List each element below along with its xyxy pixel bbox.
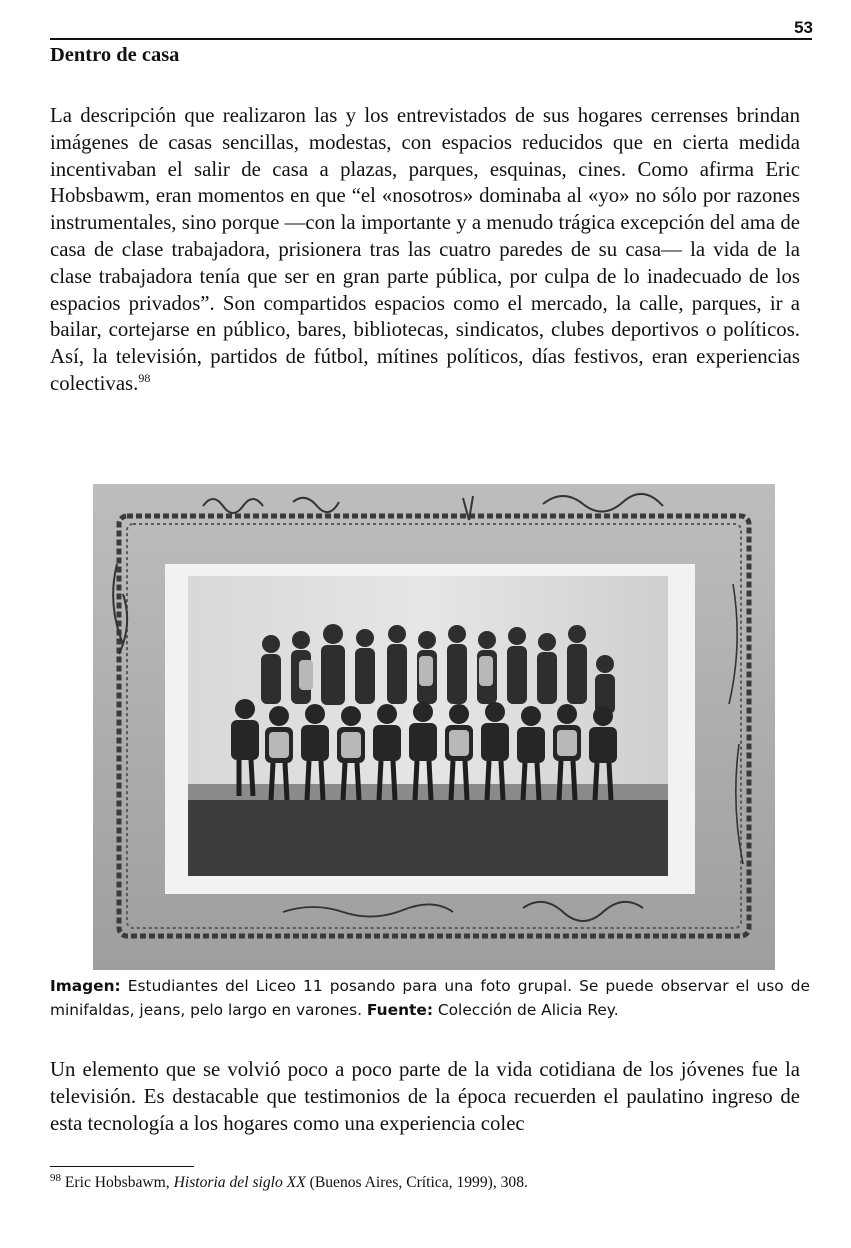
footnote-number: 98 <box>50 1171 61 1184</box>
body-paragraph-2: Un elemento que se volvió poco a poco parte de la vida cotidiana de los jóvenes fue la televisión. Es destacable que testimonios de la época recuerden el paulatino ingreso de esta tecnología a los hogares como una experiencia colec <box>50 1058 800 1135</box>
caption-text: Estudiantes del Liceo 11 posando para una foto grupal. Se puede observar el uso de minifaldas, jeans, pelo largo en varones. <box>50 977 810 1019</box>
footnote <box>50 1171 810 1192</box>
header-rule <box>50 38 812 40</box>
source-label: Fuente: <box>366 1001 433 1019</box>
footnote-book-title: Historia del siglo XX <box>173 1174 306 1191</box>
figure-caption <box>50 974 810 1022</box>
source-text: Colección de Alicia Rey. <box>432 1001 619 1019</box>
footnote-author: Eric Hobsbawm, <box>61 1174 174 1191</box>
page-number: 53 <box>794 18 813 37</box>
caption-label: Imagen: <box>50 977 121 995</box>
group-photo <box>93 484 775 970</box>
paragraph-text: La descripción que realizaron las y los entrevistados de sus hogares cerrenses brindan imágenes de casas sencillas, modestas, con espacios reducidos que en cierta medida incentivaban el salir de casa a plazas, parques, esquinas, cines. Como afirma Eric Hobsbawm, eran momentos en que “el «nosotros» dominaba al «yo» no sólo por razones instrumentales, sino porque —con la importante y a menudo trágica excepción del ama de casa de clase trabajadora, prisionera tras las cuatro paredes de su casa— la vida de la clase trabajadora tenía que ser en gran parte pública, por culpa de lo inadecuado de los espacios privados”. Son compartidos espacios como el mercado, la calle, parques, ir a bailar, cortejarse en público, bares, bibliotecas, sindicatos, clubes deportivos o políticos. Así, la televisión, partidos de fútbol, mítines políticos, días festivos, eran experiencias colectivas. <box>50 104 800 395</box>
body-paragraph-1 <box>50 103 800 398</box>
photo-illustration <box>93 484 775 970</box>
section-title: Dentro de casa <box>50 44 180 66</box>
footnote-rule <box>50 1166 194 1167</box>
footnote-reference: 98 <box>138 371 151 386</box>
footnote-publication: (Buenos Aires, Crítica, 1999), 308. <box>305 1174 528 1191</box>
